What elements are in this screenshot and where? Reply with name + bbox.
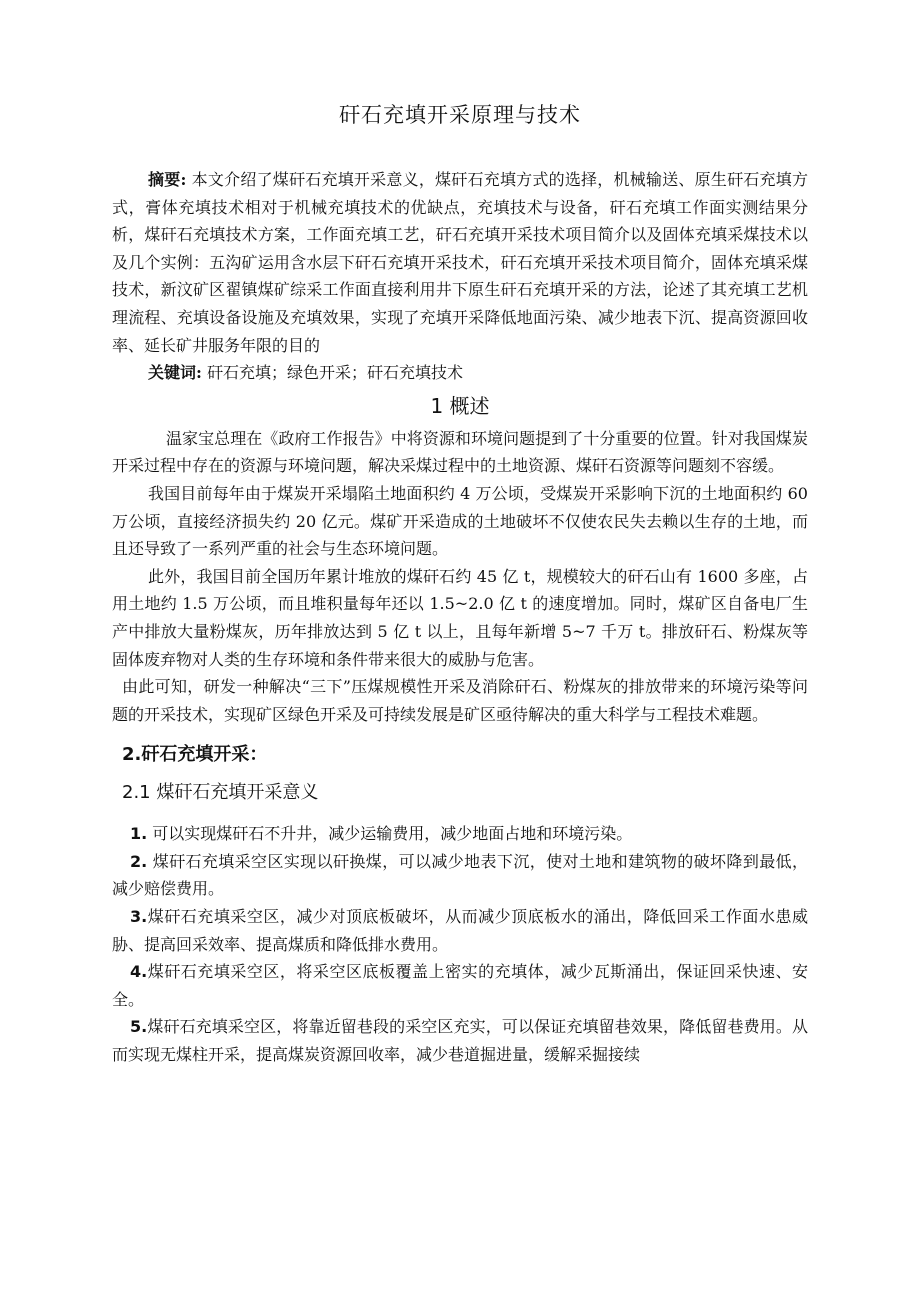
list-item-text: 可以实现煤矸石不升井，减少运输费用，减少地面占地和环境污染。 bbox=[147, 824, 633, 844]
section1-paragraph: 此外，我国目前全国历年累计堆放的煤矸石约 45 亿 t，规模较大的矸石山有 1600 多座，占用土地约 1.5 万公顷，而且堆积量每年还以 1.5~2.0 亿 t 的速度增加。同时，煤矿区自备电厂生产中排放大量粉煤灰，历年排放达到 5 亿 t 以上，且每年新增 5~7 千万 t。排放矸石、粉煤灰等固体废弃物对人类的生存环境和条件带来很大的威胁与危害。 bbox=[112, 566, 808, 669]
section1-paragraph: 由此可知，研发一种解决“三下”压煤规模性开采及消除矸石、粉煤灰的排放带来的环境污染等问题的开采技术，实现矿区绿色开采及可持续发展是矿区亟待解决的重大科学与工程技术难题。 bbox=[112, 677, 808, 724]
list-item-text: 煤矸石充填采空区，减少对顶底板破坏，从而减少顶底板水的涌出，降低回采工作面水患威胁、提高回采效率、提高煤质和降低排水费用。 bbox=[112, 907, 808, 954]
section2-1-heading: 2.1 煤矸石充填开采意义 bbox=[122, 782, 319, 804]
list-item-number: 2. bbox=[130, 851, 148, 871]
list-item-text: 煤矸石充填采空区，将采空区底板覆盖上密实的充填体，减少瓦斯涌出，保证回采快速、安全。 bbox=[112, 962, 808, 1009]
list-item-number: 3. bbox=[130, 907, 148, 927]
abstract-paragraph bbox=[112, 166, 808, 359]
list-item bbox=[112, 903, 808, 958]
abstract-label: 摘要: bbox=[148, 170, 187, 189]
document-body bbox=[112, 100, 808, 1069]
list-item-text: 煤矸石充填采空区实现以矸换煤，可以减少地表下沉，使对土地和建筑物的破坏降到最低，减少赔偿费用。 bbox=[112, 851, 808, 899]
list-item-number: 4. bbox=[130, 962, 148, 982]
abstract-text: 本文介绍了煤矸石充填开采意义，煤矸石充填方式的选择，机械输送、原生矸石充填方式，膏体充填技术相对于机械充填技术的优缺点，充填技术与设备，矸石充填工作面实测结果分析，煤矸石充填技术方案，工作面充填工艺，矸石充填开采技术项目简介以及固体充填采煤技术以及几个实例：五沟矿运用含水层下矸石充填开采技术，矸石充填开采技术项目简介，固体充填采煤技术，新汶矿区翟镇煤矿综采工作面直接利用井下原生矸石充填开采的方法，论述了其充填工艺机理流程、充填设备设施及充填效果，实现了充填开采降低地面污染、减少地表下沉、提高资源回收率、延长矿井服务年限的目的 bbox=[112, 170, 808, 355]
list-item bbox=[112, 820, 808, 848]
section2-heading: 2.矸石充填开采： bbox=[122, 744, 268, 766]
list-item bbox=[112, 1013, 808, 1068]
section1-paragraph: 我国目前每年由于煤炭开采塌陷土地面积约 4 万公顷，受煤炭开采影响下沉的土地面积约 60 万公顷，直接经济损失约 20 亿元。煤矿开采造成的土地破坏不仅使农民失去赖以生存的土地，而且还导致了一系列严重的社会与生态环境问题。 bbox=[112, 483, 808, 559]
list-item-text: 煤矸石充填采空区，将靠近留巷段的采空区充实，可以保证充填留巷效果，降低留巷费用。从而实现无煤柱开采，提高煤炭资源回收率，减少巷道掘进量，缓解采掘接续 bbox=[112, 1017, 808, 1065]
list-item-number: 5. bbox=[130, 1017, 148, 1037]
keywords-label: 关键词: bbox=[148, 363, 202, 383]
list-item bbox=[112, 958, 808, 1013]
keywords-paragraph bbox=[148, 359, 808, 387]
list-item bbox=[112, 848, 808, 903]
keywords-text: 矸石充填；绿色开采；矸石充填技术 bbox=[201, 363, 464, 383]
section1-paragraph: 温家宝总理在《政府工作报告》中将资源和环境问题提到了十分重要的位置。针对我国煤炭开采过程中存在的资源与环境问题，解决采煤过程中的土地资源、煤矸石资源等问题刻不容缓。 bbox=[112, 428, 808, 476]
document-title: 矸石充填开采原理与技术 bbox=[339, 103, 581, 127]
section1-heading: 1 概述 bbox=[430, 393, 490, 418]
list-item-number: 1. bbox=[130, 824, 148, 844]
